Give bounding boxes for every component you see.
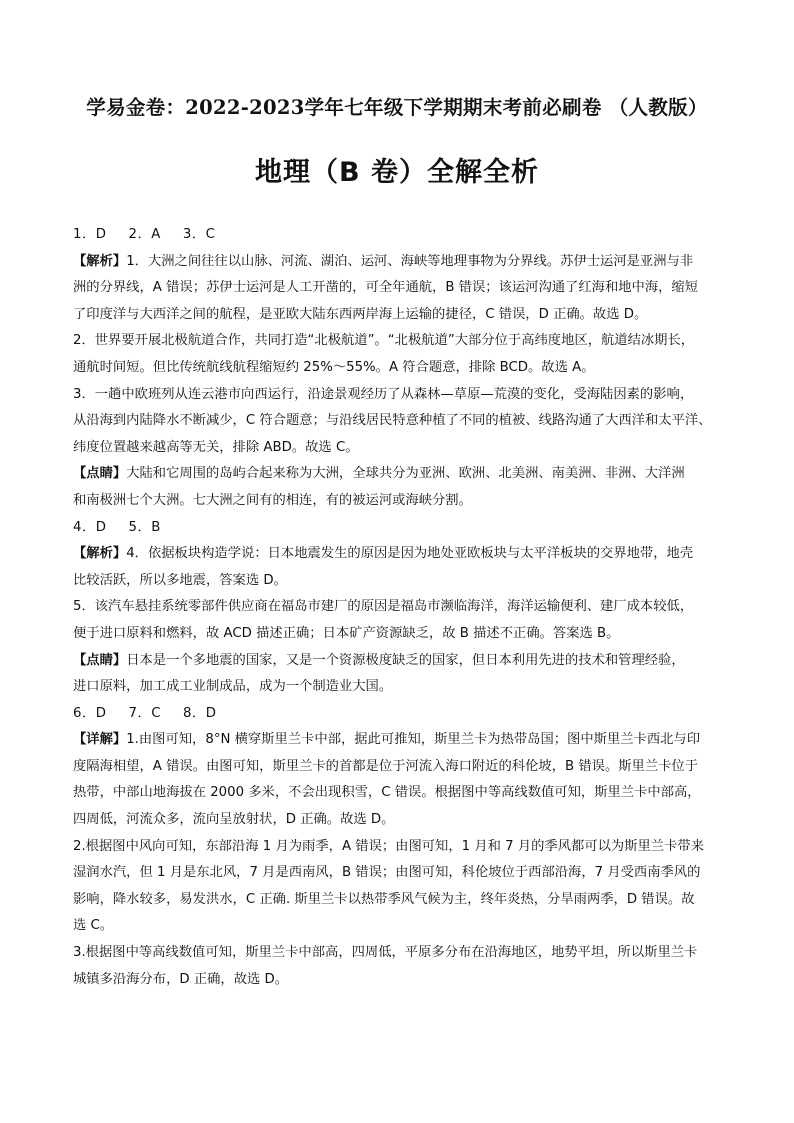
explanation-line <box>73 940 725 967</box>
explanation-text: 3.根据图中等高线数值可知，斯里兰卡中部高，四周低，平原多分布在沿海地区，地势平坦，所以斯里兰卡 <box>73 945 698 961</box>
explanation-text: 四周低，河流众多，流向呈放射状，D 正确。故选 D。 <box>73 812 395 828</box>
answer-key: 6．D <box>73 705 107 721</box>
explanation-text: 选 C。 <box>73 918 114 934</box>
answer-key: 5．B <box>128 519 161 535</box>
explanation-line <box>73 328 725 355</box>
explanation-text: 热带，中部山地海拔在 2000 多米，不会出现积雪，C 错误。根据图中等高线数值可知，斯里兰卡中部高， <box>73 785 701 801</box>
explanation-text: 3．一趟中欧班列从连云港市向西运行，沿途景观经历了从森林—草原—荒漠的变化，受海陆因素的影响， <box>73 386 694 402</box>
section-tag: 【详解】 <box>73 732 127 748</box>
explanation-line <box>73 541 725 568</box>
explanation-text: 日本是一个多地震的国家，又是一个资源极度缺乏的国家，但日本利用先进的技术和管理经验， <box>126 652 685 668</box>
explanation-line <box>73 568 725 595</box>
explanation-text: 1．大洲之间往往以山脉、河流、湖泊、运河、海峡等地理事物为分界线。苏伊士运河是亚洲与非 <box>126 253 694 269</box>
explanation-line <box>73 355 725 382</box>
answer-key: 3．C <box>182 227 216 242</box>
explanation-line <box>73 621 725 648</box>
explanation-text: 城镇多沿海分布，D 正确，故选 D。 <box>73 971 289 987</box>
document-header: 学易金卷：2022-2023学年七年级下学期期末考前必刷卷 （人教版） <box>86 96 708 119</box>
explanation-text: 进口原料，加工成工业制成品，成为一个制造业大国。 <box>73 679 393 695</box>
explanation-text: 纬度位置越来越高等无关，排除 ABD。故选 C。 <box>73 439 359 455</box>
section-tag: 【点睛】 <box>73 652 127 668</box>
explanation-text: 通航时间短。但比传统航线航程缩短约 25%～55%。A 符合题意，排除 BCD。故选 A。 <box>73 359 595 375</box>
explanation-text: 了印度洋与大西洋之间的航程，是亚欧大陆东西两岸海上运输的捷径，C 错误，D 正确。故选 D。 <box>73 306 648 322</box>
explanation-line <box>73 887 725 914</box>
explanation-line <box>73 834 725 861</box>
section-tag: 【解析】 <box>73 253 127 269</box>
explanation-line <box>73 408 725 435</box>
section-tag: 【解析】 <box>73 546 127 562</box>
explanation-text: 5．该汽车悬挂系统零部件供应商在福岛市建厂的原因是福岛市濒临海洋，海洋运输便利、建厂成本较低， <box>73 599 694 615</box>
explanation-line <box>73 913 725 940</box>
explanation-line <box>73 648 725 675</box>
explanation-line <box>73 780 725 807</box>
explanation-text: 从沿海到内陆降水不断减少，C 符合题意；与沿线居民特意种植了不同的植被、线路沟通了大西洋和太平洋、 <box>73 413 712 429</box>
explanation-line <box>73 594 725 621</box>
document-title: 地理（B 卷）全解全析 <box>255 157 539 188</box>
answer-key: 7．C <box>128 705 162 721</box>
explanation-line <box>73 674 725 701</box>
explanation-text: 影响，降水较多，易发洪水，C 正确. 斯里兰卡以热带季风气候为主，终年炎热，分旱雨两季，D 错误。故 <box>73 891 695 907</box>
explanation-text: 4．依据板块构造学说：日本地震发生的原因是因为地处亚欧板块与太平洋板块的交界地带，地壳 <box>126 546 694 562</box>
answer-key: 4．D <box>73 519 107 535</box>
answer-key: 1．D <box>73 227 107 242</box>
explanation-body <box>73 222 725 993</box>
answer-key-line <box>73 701 725 728</box>
explanation-line <box>73 488 725 515</box>
explanation-line <box>73 249 725 276</box>
explanation-text: 2．世界要开展北极航道合作，共同打造“北极航道”。“北极航道”大部分位于高纬度地区，航道结冰期长， <box>73 333 695 349</box>
explanation-line <box>73 754 725 781</box>
answer-key: 8．D <box>183 705 217 721</box>
explanation-line <box>73 461 725 488</box>
explanation-text: 洲的分界线，A 错误；苏伊士运河是人工开凿的，可全年通航，B 错误；该运河沟通了红海和地中海，缩短 <box>73 280 699 296</box>
answer-key-line <box>73 222 725 249</box>
explanation-line <box>73 382 725 409</box>
explanation-line <box>73 302 725 329</box>
explanation-text: 便于进口原料和燃料，故 ACD 描述正确；日本矿产资源缺乏，故 B 描述不正确。答案选 B。 <box>73 625 620 641</box>
explanation-line <box>73 807 725 834</box>
explanation-text: 湿润水汽，但 1 月是东北风，7 月是西南风，B 错误；由图可知，科伦坡位于西部沿海，7 月受西南季风的 <box>73 865 701 881</box>
explanation-line <box>73 860 725 887</box>
explanation-text: 和南极洲七个大洲。七大洲之间有的相连，有的被运河或海峡分割。 <box>73 492 472 508</box>
explanation-text: 1.由图可知，8°N 横穿斯里兰卡中部，据此可推知，斯里兰卡为热带岛国；图中斯里兰卡西北与印 <box>126 732 701 748</box>
explanation-line <box>73 435 725 462</box>
explanation-text: 比较活跃，所以多地震，答案选 D。 <box>73 572 287 588</box>
section-tag: 【点睛】 <box>73 466 127 482</box>
explanation-text: 度隔海相望，A 错误。由图可知，斯里兰卡的首都是位于河流入海口附近的科伦坡，B 错误。斯里兰卡位于 <box>73 758 699 774</box>
explanation-text: 大陆和它周围的岛屿合起来称为大洲，全球共分为亚洲、欧洲、北美洲、南美洲、非洲、大洋洲 <box>126 466 685 482</box>
answer-key: 2．A <box>128 227 161 242</box>
explanation-line <box>73 727 725 754</box>
answer-key-line <box>73 515 725 542</box>
explanation-line <box>73 275 725 302</box>
explanation-line <box>73 967 725 994</box>
explanation-text: 2.根据图中风向可知，东部沿海 1 月为雨季，A 错误；由图可知，1 月和 7 月的季风都可以为斯里兰卡带来 <box>73 838 704 854</box>
